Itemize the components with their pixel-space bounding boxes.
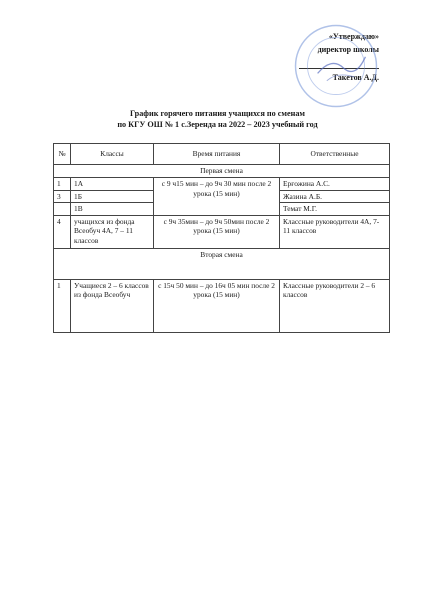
shift-row bbox=[54, 165, 390, 178]
title-line-2: по КГУ ОШ № 1 с.Зеренда на 2022 – 2023 учебный год bbox=[117, 120, 318, 129]
shift-first-label: Первая смена bbox=[54, 165, 390, 178]
row-responsible: Классные руководители 2 – 6 классов bbox=[280, 279, 390, 332]
header-classes: Классы bbox=[71, 144, 154, 165]
approval-heading: «Утверждаю» bbox=[328, 32, 379, 41]
header-row bbox=[54, 144, 390, 165]
row-time: с 15ч 50 мин – до 16ч 05 мин после 2 урока (15 мин) bbox=[154, 279, 280, 332]
row-number: 1 bbox=[54, 279, 71, 332]
row-class: 1А bbox=[71, 178, 154, 191]
row-responsible: Жазина А.Б. bbox=[280, 190, 390, 203]
table-row bbox=[54, 215, 390, 248]
approval-signer: Такетов А.Д. bbox=[332, 73, 379, 82]
row-responsible: Темат М.Г. bbox=[280, 203, 390, 216]
header-responsible: Ответственные bbox=[280, 144, 390, 165]
row-time: с 9 ч15 мин – до 9ч 30 мин после 2 урока (15 мин) bbox=[154, 178, 280, 216]
header-number: № bbox=[54, 144, 71, 165]
row-class: учащихся из фонда Всеобуч 4А, 7 – 11 классов bbox=[71, 215, 154, 248]
row-number: 3 bbox=[54, 190, 71, 203]
row-responsible: Классные руководители 4А, 7-11 классов bbox=[280, 215, 390, 248]
row-class: 1Б bbox=[71, 190, 154, 203]
row-time: с 9ч 35мин – до 9ч 50мин после 2 урока (15 мин) bbox=[154, 215, 280, 248]
row-class: 1В bbox=[71, 203, 154, 216]
approval-block bbox=[279, 30, 379, 84]
shift-row bbox=[54, 248, 390, 279]
document-title bbox=[0, 108, 435, 130]
row-number: 1 bbox=[54, 178, 71, 191]
header-time: Время питания bbox=[154, 144, 280, 165]
approval-position: директор школы bbox=[317, 45, 379, 54]
row-number: 4 bbox=[54, 215, 71, 248]
table-row bbox=[54, 178, 390, 191]
row-number bbox=[54, 203, 71, 216]
row-class: Учащиеся 2 – 6 классов из фонда Всеобуч bbox=[71, 279, 154, 332]
signature-line bbox=[299, 58, 379, 69]
row-responsible: Ерғожина А.С. bbox=[280, 178, 390, 191]
schedule-table bbox=[53, 143, 390, 333]
shift-second-label: Вторая смена bbox=[54, 248, 390, 279]
table-row bbox=[54, 279, 390, 332]
title-line-1: График горячего питания учащихся по сменам bbox=[129, 109, 306, 118]
